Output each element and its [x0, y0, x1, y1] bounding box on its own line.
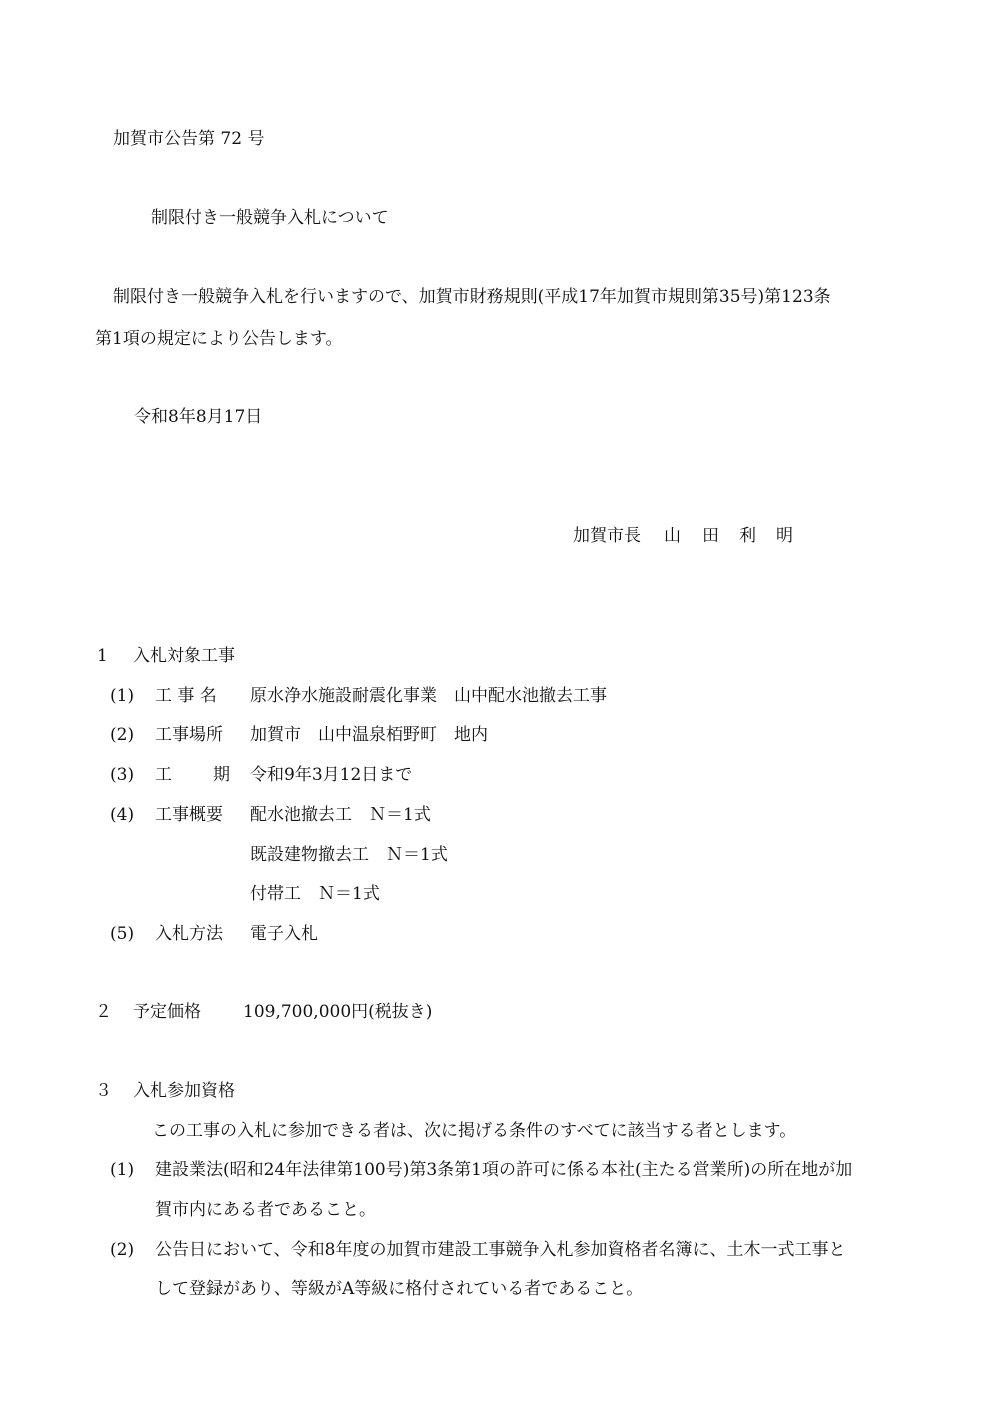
issuer-title: 加賀市長 [573, 526, 641, 546]
issuer-name-char: 明 [776, 526, 793, 546]
section-intro: この工事の入札に参加できる者は、次に掲げる条件のすべてに該当する者とします。 [152, 1121, 797, 1141]
intro-line-2: 第1項の規定により公告します。 [95, 329, 343, 349]
item-number: (1) [110, 1160, 135, 1180]
item-value: 付帯工 Ｎ＝1式 [250, 884, 380, 904]
item-label: 入札方法 [155, 924, 223, 944]
item-text: 建設業法(昭和24年法律第100号)第3条第1項の許可に係る本社(主たる営業所)の所在地が加 [155, 1160, 853, 1180]
issuer-name-char: 山 [664, 526, 681, 546]
document-title: 制限付き一般競争入札について [151, 208, 389, 228]
item-value: 原水浄水施設耐震化事業 山中配水池撤去工事 [250, 686, 607, 706]
item-text: 公告日において、令和8年度の加賀市建設工事競争入札参加資格者名簿に、土木一式工事と [155, 1240, 846, 1260]
item-label: 工 事 名 [155, 686, 217, 706]
item-label: 工事場所 [155, 725, 223, 745]
section-number: ２ [95, 1002, 112, 1022]
item-number: (4) [110, 805, 135, 825]
section-heading: 入札参加資格 [133, 1081, 235, 1101]
section-number: 1 [97, 646, 108, 666]
item-value: 加賀市 山中温泉栢野町 地内 [250, 725, 488, 745]
item-number: (2) [110, 725, 135, 745]
item-number: (3) [110, 765, 135, 785]
estimated-price: 109,700,000円(税抜き) [243, 1002, 433, 1022]
item-value: 配水池撤去工 Ｎ＝1式 [250, 805, 431, 825]
issuer-name-char: 田 [702, 526, 719, 546]
issuer-name-char: 利 [739, 526, 756, 546]
item-label: 工事概要 [155, 805, 223, 825]
section-heading: 予定価格 [133, 1002, 201, 1022]
item-number: (5) [110, 924, 135, 944]
item-label: 期 [213, 765, 230, 785]
section-heading: 入札対象工事 [133, 646, 235, 666]
item-value: 電子入札 [250, 924, 318, 944]
section-number: ３ [95, 1081, 112, 1101]
item-number: (2) [110, 1240, 135, 1260]
item-value: 令和9年3月12日まで [250, 765, 413, 785]
intro-line-1: 制限付き一般競争入札を行いますので、加賀市財務規則(平成17年加賀市規則第35号)第123条 [113, 287, 831, 307]
notice-date: 令和8年8月17日 [134, 407, 263, 427]
item-text: 賀市内にある者であること。 [155, 1200, 376, 1220]
item-text: して登録があり、等級がA等級に格付されている者であること。 [155, 1279, 644, 1299]
item-value: 既設建物撤去工 Ｎ＝1式 [250, 845, 448, 865]
item-number: (1) [110, 686, 135, 706]
item-label: 工 [155, 765, 172, 785]
notice-number: 加賀市公告第 72 号 [113, 129, 265, 149]
